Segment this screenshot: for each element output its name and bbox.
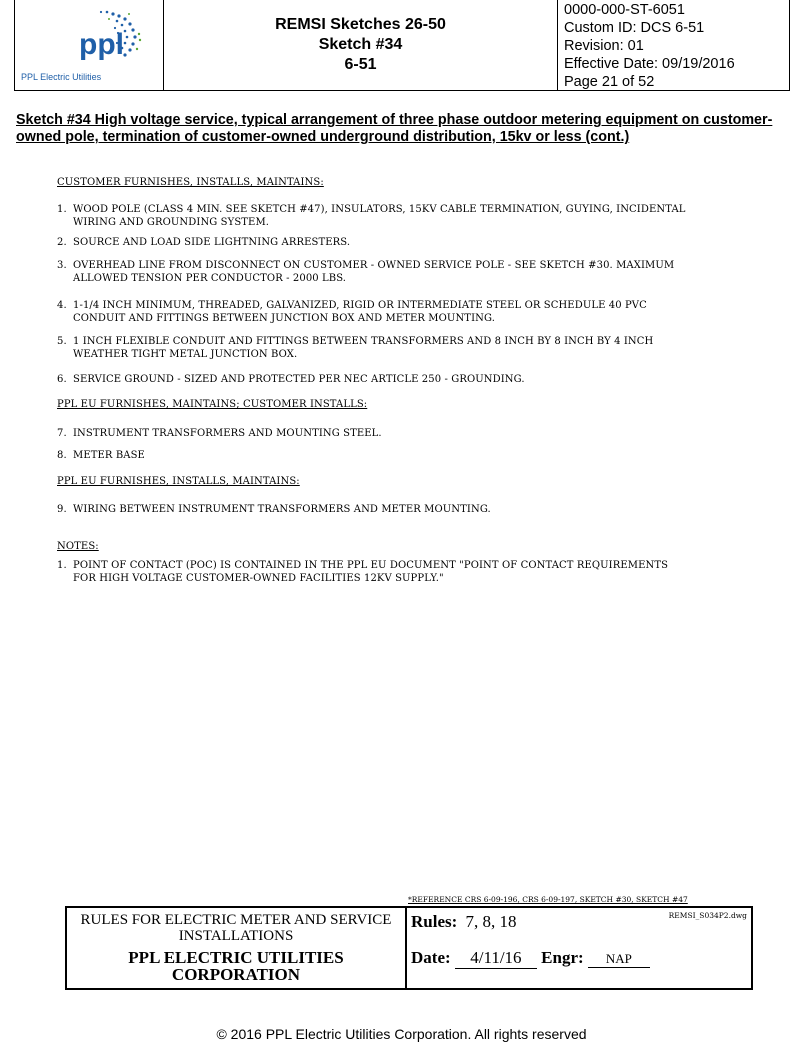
item-number: 7. [57, 428, 67, 439]
custom-id: Custom ID: DCS 6-51 [564, 20, 705, 36]
item-number: 3. [57, 260, 67, 271]
date-row [411, 948, 650, 969]
list-item [57, 203, 697, 229]
logo-cell [15, 0, 164, 90]
item-text-cont: WIRING AND GROUNDING SYSTEM. [73, 217, 270, 228]
ppl-logo-icon [21, 4, 161, 72]
rules-value: 7, 8, 18 [465, 912, 517, 931]
item-text: WOOD POLE (CLASS 4 MIN. SEE SKETCH #47), INSULATORS, 15KV CABLE TERMINATION, GUYING, INCIDENTAL [73, 204, 686, 215]
item-number: 4. [57, 300, 67, 311]
item-number: 5. [57, 336, 67, 347]
title-block-right [407, 908, 751, 988]
item-text-cont: FOR HIGH VOLTAGE CUSTOMER-OWNED FACILITIES 12KV SUPPLY." [73, 573, 444, 584]
title-block-left [67, 908, 407, 988]
title-block-line1: RULES FOR ELECTRIC METER AND SERVICE [80, 912, 392, 928]
item-number: 9. [57, 504, 67, 515]
drawing-filename: REMSI_S034P2.dwg [668, 911, 747, 920]
list-item [57, 236, 697, 249]
header-title-line2: Sketch #34 [318, 36, 403, 53]
copyright-footer: © 2016 PPL Electric Utilities Corporation. All rights reserved [216, 1026, 587, 1042]
title-block-line4: CORPORATION [171, 965, 301, 984]
item-text-cont: WEATHER TIGHT METAL JUNCTION BOX. [73, 349, 298, 360]
engr-value: NAP [588, 951, 650, 968]
list-item [57, 449, 697, 462]
sketch-title: Sketch #34 High voltage service, typical arrangement of three phase outdoor metering equipment on customer-owned pole, termination of customer-owned underground distribution, 15kv or less (cont.) [16, 112, 773, 145]
header-title-line1: REMSI Sketches 26-50 [275, 16, 446, 33]
date-value: 4/11/16 [455, 948, 537, 969]
item-text: SERVICE GROUND - SIZED AND PROTECTED PER NEC ARTICLE 250 - GROUNDING. [73, 374, 525, 385]
item-text: 1 INCH FLEXIBLE CONDUIT AND FITTINGS BETWEEN TRANSFORMERS AND 8 INCH BY 8 INCH BY 4 INCH [73, 336, 654, 347]
section-heading-ppl-furnishes-installs: PPL EU FURNISHES, INSTALLS, MAINTAINS: [57, 476, 300, 487]
logo-wordmark: ppl [79, 28, 124, 61]
item-number: 2. [57, 237, 67, 248]
list-item [57, 299, 697, 325]
engr-label: Engr: [541, 948, 584, 967]
item-number: 1. [57, 204, 67, 215]
header-metadata [558, 0, 789, 90]
note-item [57, 559, 697, 585]
item-text: POINT OF CONTACT (POC) IS CONTAINED IN THE PPL EU DOCUMENT "POINT OF CONTACT REQUIREMENTS [73, 560, 669, 571]
reference-line: *REFERENCE CRS 6-09-196, CRS 6-09-197, SKETCH #30, SKETCH #47 [408, 895, 688, 904]
item-text-cont: CONDUIT AND FITTINGS BETWEEN JUNCTION BOX AND METER MOUNTING. [73, 313, 495, 324]
header-title-line3: 6-51 [344, 56, 377, 73]
item-text: OVERHEAD LINE FROM DISCONNECT ON CUSTOMER - OWNED SERVICE POLE - SEE SKETCH #30. MAXIMUM [73, 260, 675, 271]
item-text: 1-1/4 INCH MINIMUM, THREADED, GALVANIZED, RIGID OR INTERMEDIATE STEEL OR SCHEDULE 40 PVC [73, 300, 647, 311]
item-number: 8. [57, 450, 67, 461]
list-item [57, 259, 697, 285]
list-item [57, 373, 697, 386]
document-header [14, 0, 790, 91]
item-number: 1. [57, 560, 67, 571]
rules-label: Rules: [411, 912, 458, 931]
item-text: INSTRUMENT TRANSFORMERS AND MOUNTING STEEL. [73, 428, 382, 439]
list-item [57, 427, 697, 440]
item-text-cont: ALLOWED TENSION PER CONDUCTOR - 2000 LBS. [73, 273, 347, 284]
list-item [57, 503, 697, 516]
title-block-line2: INSTALLATIONS [178, 928, 294, 944]
item-text: WIRING BETWEEN INSTRUMENT TRANSFORMERS AND METER MOUNTING. [73, 504, 491, 515]
page-number: Page 21 of 52 [564, 74, 655, 90]
item-text: METER BASE [73, 450, 145, 461]
rules-row [411, 912, 517, 932]
title-block-line3: PPL ELECTRIC UTILITIES [128, 948, 344, 967]
title-block [65, 906, 753, 990]
section-heading-customer: CUSTOMER FURNISHES, INSTALLS, MAINTAINS: [57, 177, 324, 188]
logo-subtitle: PPL Electric Utilities [21, 72, 102, 82]
list-item [57, 335, 697, 361]
date-label: Date: [411, 948, 451, 967]
doc-number: 0000-000-ST-6051 [564, 2, 685, 18]
section-heading-ppl-furnishes-customer-installs: PPL EU FURNISHES, MAINTAINS; CUSTOMER INSTALLS: [57, 399, 368, 410]
notes-heading: NOTES: [57, 541, 99, 552]
header-title [164, 0, 558, 90]
effective-date: Effective Date: 09/19/2016 [564, 56, 735, 72]
revision: Revision: 01 [564, 38, 644, 54]
item-text: SOURCE AND LOAD SIDE LIGHTNING ARRESTERS. [73, 237, 351, 248]
item-number: 6. [57, 374, 67, 385]
